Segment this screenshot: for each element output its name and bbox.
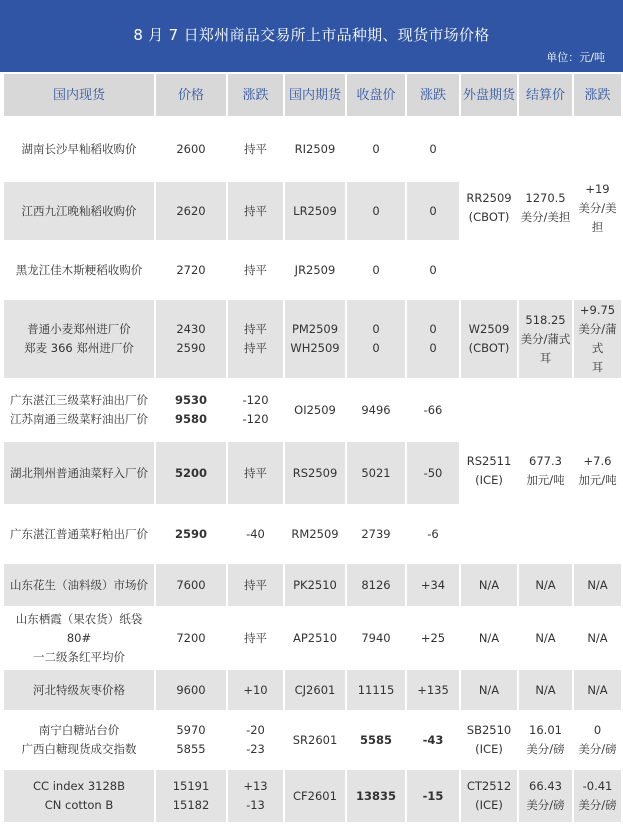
change-cell-line: 持平: [244, 141, 267, 156]
spot-name-cell-line: 湖南长沙早籼稻收购价: [21, 141, 137, 156]
table-row: [3, 711, 622, 769]
col-header-future: 国内期货: [284, 73, 346, 117]
spot-name-cell: [3, 607, 155, 669]
external-contract-cell: [460, 669, 518, 711]
close-price-cell-line: 0: [372, 141, 380, 156]
price-cell-line: 2590: [174, 526, 207, 541]
price-cell: [155, 241, 227, 299]
external-change-cell: [573, 117, 622, 299]
external-change-cell: [573, 563, 622, 607]
close-price-cell-line: 0: [372, 341, 380, 355]
table-row: [3, 117, 622, 181]
settle-price-cell-line: N/A: [535, 577, 556, 592]
col-header-echange: 涨跌: [573, 73, 622, 117]
close-price-cell: [346, 241, 406, 299]
future-change-cell: [406, 299, 460, 379]
change-cell-line: -120: [242, 393, 269, 407]
change-cell: [227, 241, 284, 299]
future-contract-cell: [284, 563, 346, 607]
future-contract-cell: [284, 441, 346, 505]
header-banner: [0, 0, 623, 72]
future-change-cell: [406, 769, 460, 823]
external-change-cell: [573, 669, 622, 711]
spot-name-cell-line: 江西九江晚籼稻收购价: [21, 203, 137, 218]
col-header-settle: 结算价: [518, 73, 573, 117]
settle-price-cell: [518, 769, 573, 823]
change-cell: [227, 117, 284, 181]
future-change-cell: [406, 563, 460, 607]
price-cell-line: 2720: [176, 262, 206, 277]
spot-name-cell-line: 黑龙江佳木斯粳稻收购价: [15, 262, 143, 277]
spot-name-cell: [3, 117, 155, 181]
future-change-cell: [406, 607, 460, 669]
external-contract-cell-line: (CBOT): [468, 341, 510, 355]
external-change-cell: [573, 711, 622, 769]
col-header-spot: 国内现货: [3, 73, 155, 117]
external-contract-cell: [460, 299, 518, 379]
price-cell-line: 5970: [176, 723, 206, 737]
change-cell: [227, 379, 284, 441]
future-change-cell-line: -15: [422, 788, 444, 803]
external-change-cell-line: 加元/吨: [578, 473, 617, 487]
future-contract-cell-line: JR2509: [294, 262, 336, 277]
future-change-cell-line: 0: [429, 203, 437, 218]
price-cell: [155, 299, 227, 379]
spot-name-cell: [3, 441, 155, 505]
close-price-cell-line: 5585: [359, 732, 392, 747]
close-price-cell: [346, 769, 406, 823]
col-header-price: 价格: [155, 73, 227, 117]
spot-name-cell: [3, 505, 155, 563]
close-price-cell-line: 2739: [361, 526, 391, 541]
close-price-cell: [346, 711, 406, 769]
close-price-cell-line: 5021: [361, 465, 391, 480]
future-change-cell-line: 0: [429, 262, 437, 277]
future-change-cell-line: +135: [417, 682, 449, 697]
external-change-cell-line: N/A: [587, 577, 608, 592]
future-contract-cell-line: AP2510: [292, 630, 338, 645]
future-contract-cell: [284, 117, 346, 181]
future-contract-cell-line: SR2601: [292, 732, 338, 747]
future-contract-cell: [284, 241, 346, 299]
future-contract-cell: [284, 769, 346, 823]
change-cell-line: -23: [246, 742, 265, 756]
future-contract-cell-line: RS2509: [292, 465, 338, 480]
close-price-cell-line: 0: [372, 203, 380, 218]
external-contract-cell: [460, 379, 518, 563]
close-price-cell: [346, 607, 406, 669]
price-cell-line: 2590: [176, 341, 206, 355]
spot-name-cell: [3, 563, 155, 607]
close-price-cell: [346, 181, 406, 241]
spot-name-cell-line: 河北特级灰枣价格: [33, 682, 125, 697]
change-cell: [227, 607, 284, 669]
price-cell: [155, 117, 227, 181]
change-cell-line: 持平: [244, 203, 267, 218]
external-contract-cell-line: CT2512: [466, 779, 512, 793]
external-contract-cell-line: RR2509: [466, 191, 512, 205]
settle-price-cell-line: 美分/磅: [526, 742, 565, 756]
change-cell-line: 持平: [244, 465, 267, 480]
settle-price-cell-line: 16.01: [529, 723, 562, 737]
settle-price-cell-line: 美分/磅: [526, 798, 565, 812]
close-price-cell-line: 11115: [357, 682, 395, 697]
change-cell-line: -40: [246, 526, 265, 541]
price-cell-line: 9530: [174, 393, 207, 407]
settle-price-cell-line: 美分/美担: [520, 210, 571, 224]
future-change-cell: [406, 505, 460, 563]
price-cell-line: 2620: [176, 203, 206, 218]
external-contract-cell-line: N/A: [478, 630, 500, 645]
spot-name-cell-line: 一二级条红平均价: [33, 649, 125, 664]
price-cell-line: 9600: [176, 682, 206, 697]
external-contract-cell: [460, 607, 518, 669]
close-price-cell: [346, 299, 406, 379]
price-cell-line: 2600: [176, 141, 206, 156]
page-title: 8 月 7 日郑州商品交易所上市品种期、现货市场价格: [133, 26, 490, 44]
spot-name-cell-line: CC index 3128B: [33, 779, 125, 793]
change-cell-line: -13: [246, 798, 265, 812]
external-change-cell-line: 0: [593, 723, 602, 737]
change-cell: [227, 505, 284, 563]
col-header-change: 涨跌: [227, 73, 284, 117]
price-cell-line: 15191: [172, 779, 210, 793]
change-cell: [227, 441, 284, 505]
settle-price-cell-line: 美分/蒲式: [520, 331, 571, 346]
close-price-cell: [346, 117, 406, 181]
change-cell: [227, 769, 284, 823]
table-row: [3, 669, 622, 711]
external-change-cell-line: 美分/蒲式: [578, 322, 617, 355]
settle-price-cell: [518, 669, 573, 711]
close-price-cell-line: 8126: [361, 577, 391, 592]
change-cell-line: 持平: [244, 322, 267, 336]
external-change-cell: [573, 299, 622, 379]
spot-name-cell: [3, 241, 155, 299]
external-change-cell-line: -0.41: [582, 779, 613, 793]
future-change-cell-line: -6: [427, 526, 439, 541]
settle-price-cell: [518, 299, 573, 379]
future-contract-cell: [284, 505, 346, 563]
table-row: [3, 299, 622, 379]
close-price-cell-line: 0: [372, 322, 380, 336]
external-contract-cell: [460, 769, 518, 823]
settle-price-cell: [518, 607, 573, 669]
future-change-cell: [406, 441, 460, 505]
change-cell-line: +13: [243, 779, 268, 793]
future-contract-cell: [284, 299, 346, 379]
spot-name-cell-line: 郑麦 366 郑州进厂价: [24, 341, 134, 355]
future-change-cell-line: 0: [429, 141, 437, 156]
table-row: [3, 563, 622, 607]
close-price-cell: [346, 441, 406, 505]
price-cell-line: 7600: [176, 577, 206, 592]
price-cell-line: 9580: [174, 412, 207, 426]
future-change-cell-line: +25: [420, 630, 446, 645]
change-cell-line: 持平: [244, 262, 267, 277]
external-change-cell-line: 耳: [591, 360, 604, 374]
external-contract-cell: [460, 563, 518, 607]
external-contract-cell-line: (ICE): [475, 798, 503, 812]
future-contract-cell-line: RI2509: [294, 141, 336, 156]
external-contract-cell-line: SB2510: [466, 723, 512, 737]
future-change-cell: [406, 117, 460, 181]
external-contract-cell-line: N/A: [478, 577, 500, 592]
settle-price-cell-line: 耳: [539, 350, 552, 365]
spot-name-cell-line: 普通小麦郑州进厂价: [27, 322, 131, 336]
spot-name-cell-line: 广西白糖现货成交指数: [21, 742, 137, 756]
change-cell-line: 持平: [244, 577, 267, 592]
settle-price-cell: [518, 563, 573, 607]
external-change-cell: [573, 769, 622, 823]
external-change-cell-line: +9.75: [579, 303, 616, 317]
settle-price-cell-line: 518.25: [525, 312, 566, 327]
future-contract-cell: [284, 379, 346, 441]
spot-name-cell-line: 湖北荆州普通油菜籽入厂价: [10, 465, 148, 480]
header-row: [3, 73, 622, 117]
future-contract-cell: [284, 669, 346, 711]
future-change-cell-line: 0: [429, 322, 437, 336]
spot-name-cell: [3, 669, 155, 711]
future-contract-cell-line: PK2510: [293, 577, 337, 592]
change-cell: [227, 563, 284, 607]
col-header-close: 收盘价: [346, 73, 406, 117]
close-price-cell-line: 0: [372, 262, 380, 277]
price-cell: [155, 669, 227, 711]
future-change-cell-line: +34: [420, 577, 446, 592]
external-contract-cell-line: W2509: [468, 322, 510, 336]
price-cell: [155, 563, 227, 607]
external-change-cell-line: N/A: [587, 682, 608, 697]
spot-name-cell: [3, 299, 155, 379]
change-cell-line: +10: [243, 682, 268, 697]
settle-price-cell: [518, 117, 573, 299]
future-contract-cell-line: OI2509: [294, 402, 336, 417]
price-cell-line: 7200: [176, 630, 206, 645]
spot-name-cell: [3, 769, 155, 823]
price-cell: [155, 379, 227, 441]
settle-price-cell: [518, 711, 573, 769]
col-header-fchange: 涨跌: [406, 73, 460, 117]
spot-name-cell-line: 广东湛江普通菜籽粕出厂价: [10, 526, 148, 541]
price-table: [2, 72, 623, 824]
future-contract-cell-line: CF2601: [293, 788, 337, 803]
change-cell-line: -20: [246, 723, 265, 737]
future-change-cell-line: -66: [423, 402, 443, 417]
external-change-cell-line: +19: [585, 181, 610, 196]
close-price-cell: [346, 379, 406, 441]
external-contract-cell-line: (CBOT): [468, 210, 510, 224]
close-price-cell: [346, 563, 406, 607]
change-cell-line: 持平: [244, 630, 267, 645]
price-cell: [155, 711, 227, 769]
future-change-cell: [406, 241, 460, 299]
close-price-cell: [346, 669, 406, 711]
price-cell: [155, 769, 227, 823]
future-contract-cell-line: WH2509: [290, 341, 340, 355]
col-header-external: 外盘期货: [460, 73, 518, 117]
settle-price-cell: [518, 379, 573, 563]
settle-price-cell-line: N/A: [535, 682, 556, 697]
spot-name-cell-line: 山东栖霞（果农货）纸袋 80#: [15, 611, 143, 645]
external-change-cell-line: 美分/磅: [578, 742, 617, 756]
future-change-cell: [406, 379, 460, 441]
change-cell-line: 持平: [244, 341, 267, 355]
spot-name-cell: [3, 181, 155, 241]
price-cell: [155, 181, 227, 241]
external-change-cell-line: +7.6: [583, 454, 612, 468]
close-price-cell-line: 13835: [355, 788, 396, 803]
price-cell-line: 15182: [172, 798, 210, 812]
table-row: [3, 769, 622, 823]
external-contract-cell-line: (ICE): [475, 473, 503, 487]
future-contract-cell: [284, 181, 346, 241]
external-contract-cell: [460, 711, 518, 769]
external-contract-cell-line: N/A: [478, 682, 500, 697]
change-cell: [227, 299, 284, 379]
change-cell: [227, 181, 284, 241]
price-cell-line: 5200: [174, 465, 207, 480]
settle-price-cell-line: 加元/吨: [526, 473, 565, 487]
external-contract-cell-line: RS2511: [466, 454, 512, 468]
spot-name-cell: [3, 711, 155, 769]
future-change-cell-line: -43: [422, 732, 444, 747]
spot-name-cell: [3, 379, 155, 441]
price-cell: [155, 441, 227, 505]
spot-name-cell-line: CN cotton B: [44, 798, 114, 812]
future-contract-cell-line: CJ2601: [294, 682, 336, 697]
settle-price-cell-line: 1270.5: [525, 191, 566, 205]
table-row: [3, 379, 622, 441]
settle-price-cell-line: 677.3: [529, 454, 562, 468]
change-cell-line: -120: [242, 412, 269, 426]
price-cell-line: 2430: [176, 322, 206, 336]
future-contract-cell-line: PM2509: [291, 322, 339, 336]
future-change-cell-line: 0: [429, 341, 437, 355]
future-contract-cell: [284, 607, 346, 669]
table-row: [3, 607, 622, 669]
settle-price-cell-line: N/A: [535, 630, 556, 645]
external-contract-cell-line: (ICE): [475, 742, 503, 756]
external-change-cell: [573, 379, 622, 563]
change-cell: [227, 669, 284, 711]
future-contract-cell: [284, 711, 346, 769]
price-cell-line: 5855: [176, 742, 206, 756]
external-change-cell: [573, 607, 622, 669]
spot-name-cell-line: 广东湛江三级菜籽油出厂价: [10, 393, 148, 407]
close-price-cell-line: 9496: [361, 402, 391, 417]
future-change-cell: [406, 669, 460, 711]
future-contract-cell-line: RM2509: [291, 526, 339, 541]
price-cell: [155, 607, 227, 669]
close-price-cell-line: 7940: [361, 630, 391, 645]
future-change-cell: [406, 181, 460, 241]
spot-name-cell-line: 山东花生（油料级）市场价: [10, 577, 148, 592]
future-change-cell-line: -50: [423, 465, 443, 480]
spot-name-cell-line: 南宁白糖站台价: [38, 723, 120, 737]
spot-name-cell-line: 江苏南通三级菜籽油出厂价: [10, 412, 148, 426]
future-contract-cell-line: LR2509: [293, 203, 337, 218]
future-change-cell: [406, 711, 460, 769]
unit-label: 单位：元/吨: [546, 51, 605, 64]
external-change-cell-line: 美分/美担: [578, 200, 617, 234]
external-change-cell-line: N/A: [587, 630, 608, 645]
external-change-cell-line: 美分/磅: [578, 798, 617, 812]
close-price-cell: [346, 505, 406, 563]
settle-price-cell-line: 66.43: [529, 779, 562, 793]
external-contract-cell: [460, 117, 518, 299]
price-cell: [155, 505, 227, 563]
change-cell: [227, 711, 284, 769]
